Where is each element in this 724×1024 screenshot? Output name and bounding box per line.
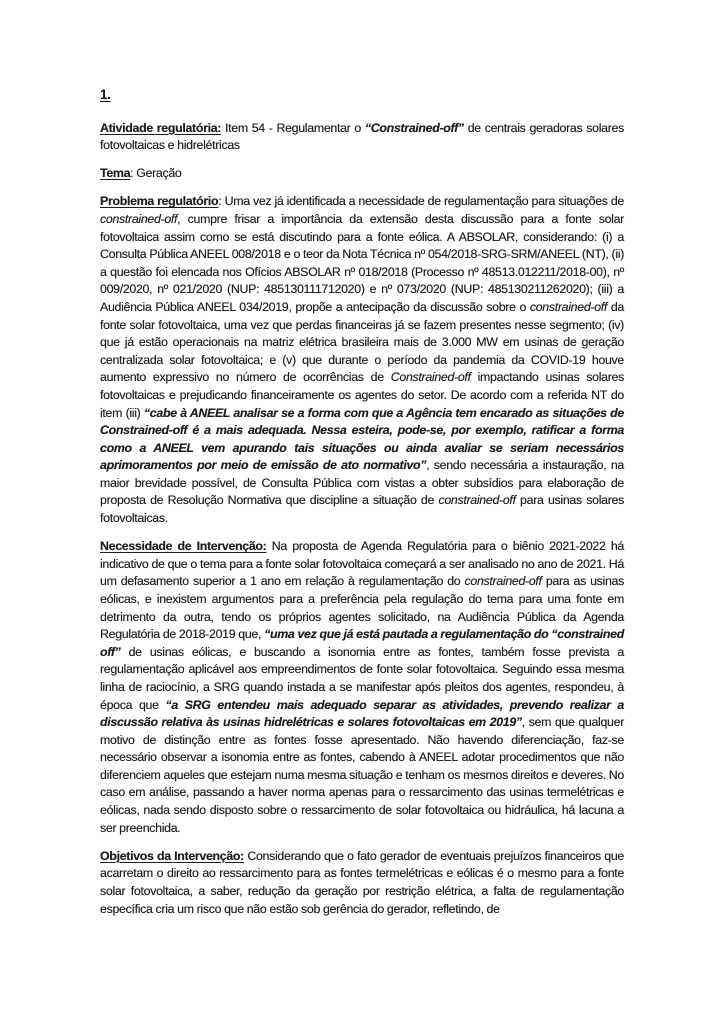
text-run: constrained-off: [100, 211, 178, 226]
text-run: para as usinas eólicas, e inexistem argumentos para a preferência pela regulação do tema para uma fonte em detrimento da outra, tendo os próprios agentes solicitado, na Audiência Pública da Agenda Regulatória de 2018-2019 que,: [100, 574, 624, 642]
text-run: Item 54 - Regulamentar o: [221, 120, 365, 135]
paragraph-tema: [100, 165, 624, 183]
text-run: : Geração: [130, 166, 182, 181]
text-run: para usinas solares fotovoltaicas.: [100, 493, 624, 526]
text-run: da fonte solar fotovoltaica, uma vez que perdas financeiras já se fazem presentes nesse segmento; (iv) que já estão operacionais na matriz elétrica brasileira mais de 3.000 MW em usinas de geração centralizada solar fotovoltaica; e (v) que durante o período da pandemia da COVID-19 houve aumento expressivo no número de ocorrências de: [100, 299, 624, 385]
paragraph-atividade-regulatoria: [100, 120, 624, 155]
paragraph-necessidade-de-intervencao: [100, 538, 624, 837]
paragraph-label: Objetivos da Intervenção:: [100, 848, 244, 863]
text-run: “cabe à ANEEL analisar se a forma com que a Agência tem encarado as situações de Constrained-off é a mais adequada. Nessa esteira, pode-se, por exemplo, ratificar a forma como a ANEEL vem apurando tais situações ou ainda avaliar se seriam necessários aprimoramentos por meio de emissão de ato normativo”: [100, 405, 624, 473]
text-run: impactando usinas solares fotovoltaicas e prejudicando financeiramente os agentes do setor. De acordo com a referida NT do item (iii): [100, 370, 624, 420]
text-run: Na proposta de Agenda Regulatória para o biênio 2021-2022 há indicativo de que o tema para a fonte solar fotovoltaica começará a ser analisado no ano de 2021. Há um defasamento superior a 1 ano em relação à regulamentação do: [100, 539, 624, 589]
text-run: constrained-off: [529, 299, 608, 314]
paragraph-objetivos-da-intervencao: [100, 848, 624, 918]
text-run: Considerando que o fato gerador de eventuais prejuízos financeiros que acarretam o direito ao ressarcimento para as fontes termelétricas e eólicas é o mesmo para a fonte solar fotovoltaica, a saber, redução da geração por restrição elétrica, a falta de regulamentação específica cria um risco que não estão sob gerência do gerador, refletindo, de: [100, 848, 624, 916]
text-run: , cumpre frisar a importância da extensão desta discussão para a fonte solar fotovoltaica assim como se está discutindo para a fonte eólica. A ABSOLAR, considerando: (i) a Consulta Pública ANEEL 008/2018 e o teor da Nota Técnica nº 054/2018-SRG-SRM/ANEEL (NT), (ii) a questão foi elencada nos Ofícios ABSOLAR nº 018/2018 (Processo nº 48513.012211/2018-00), nº 009/2020, nº 021/2020 (NUP: 485130111712020) e nº 073/2020 (NUP: 485130211262020); (iii) a Audiência Pública ANEEL 034/2019, propõe a antecipação da discussão sobre o: [100, 211, 624, 314]
text-run: de centrais geradoras solares fotovoltaicas e hidrelétricas: [100, 120, 624, 153]
text-run: , sem que qualquer motivo de distinção entre as fontes fosse apresentado. Não havendo diferenciação, faz-se necessário observar a isonomia entre as fontes, cabendo à ANEEL adotar procedimentos que não diferenciem aqueles que estejam numa mesma situação e tenham os mesmos direitos e deveres. No caso em análise, passando a haver norma apenas para o ressarcimento das usinas termelétricas e eólicas, nada sendo disposto sobre o ressarcimento de solar fotovoltaica ou hidráulica, há lacuna a ser preenchida.: [100, 715, 624, 835]
text-run: , sendo necessária a instauração, na maior brevidade possível, de Consulta Pública com vistas a obter subsídios para elaboração de proposta de Resolução Normativa que discipline a situação de: [100, 458, 624, 508]
text-run: de usinas eólicas, e buscando a isonomia entre as fontes, também fosse prevista a regulamentação aplicável aos empreendimentos de fonte solar fotovoltaica. Seguindo essa mesma linha de raciocínio, a SRG quando instada a se manifestar após pleitos dos agentes, respondeu, à época que: [100, 644, 624, 712]
text-run: “Constrained-off”: [364, 120, 464, 135]
paragraph-label: Atividade regulatória:: [100, 120, 222, 135]
document-body: [100, 120, 624, 919]
text-run: “a SRG entendeu mais adequado separar as atividades, prevendo realizar a discussão relativa às usinas hidrelétricas e solares fotovoltaicas em 2019”: [100, 697, 624, 730]
text-run: : Uma vez já identificada a necessidade de regulamentação para situações de: [218, 194, 624, 209]
text-run: “uma vez que já está pautada a regulamentação do “constrained off”: [100, 627, 624, 659]
text-run: Constrained-off: [390, 370, 471, 385]
text-run: constrained-off: [464, 574, 542, 589]
paragraph-label: Problema regulatório: [100, 194, 219, 209]
paragraph-label: Tema: [100, 166, 131, 181]
section-number: 1.: [100, 87, 111, 102]
text-run: constrained-off: [438, 493, 516, 508]
paragraph-problema-regulatorio: [100, 193, 624, 527]
paragraph-label: Necessidade de Intervenção:: [100, 539, 267, 554]
